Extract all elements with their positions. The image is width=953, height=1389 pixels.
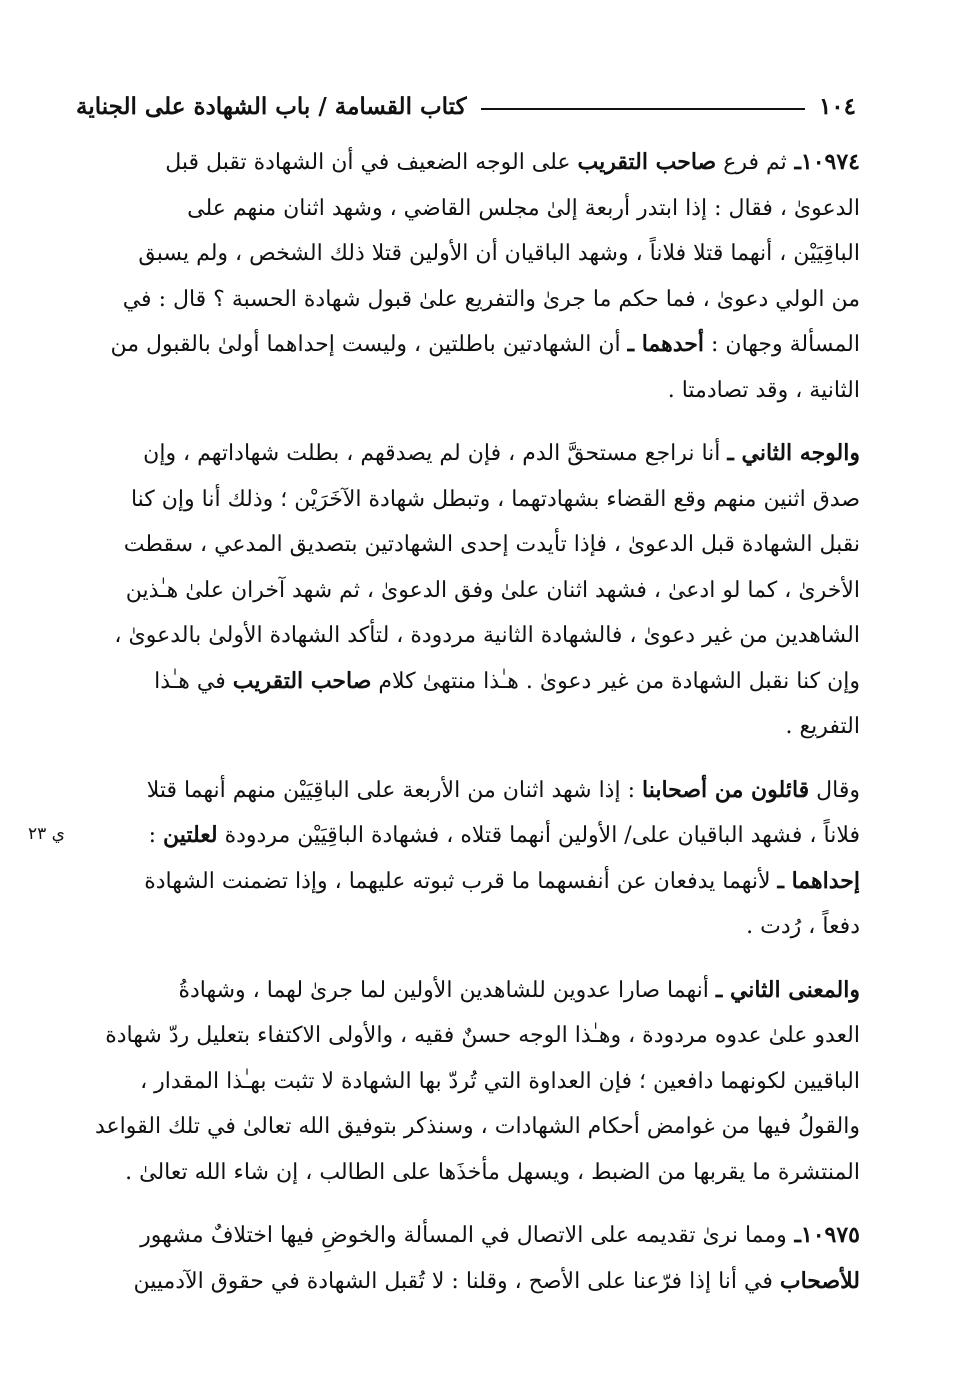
header-rule [481, 108, 805, 110]
text-run: الثانية ، وقد تصادمتا . [667, 377, 860, 403]
text-line [76, 859, 860, 905]
text-run: ثم فرع [716, 150, 787, 175]
text-run: : [148, 823, 163, 848]
text-run: أنهما صارا عدوين للشاهدين الأولين لما جرىٰ لهما ، وشهادةُ [178, 977, 716, 1003]
text-run: في أنا إذا فرّعنا على الأصح ، وقلنا : لا تُقبل الشهادة في حقوق الآدميين [133, 1268, 780, 1294]
bold-term: أحدهما ـ [627, 331, 705, 357]
text-run: المسألة وجهان : [704, 332, 860, 357]
text-run: الدعوىٰ ، فقال : إذا ابتدر أربعة إلىٰ مجلس القاضي ، وشهد اثنان منهم على [187, 195, 860, 221]
text-run: نقبل الشهادة قبل الدعوىٰ ، فإذا تأيدت إحدى الشهادتين بتصديق المدعي ، سقطت [123, 532, 860, 557]
text-line [76, 231, 860, 277]
text-run: من الولي دعوىٰ ، فما حكم ما جرىٰ والتفريع علىٰ قبول شهادة الحسبة ؟ قال : في [122, 286, 860, 312]
bold-term: للأصحاب [779, 1267, 860, 1294]
text-run: دفعاً ، رُدت . [746, 914, 860, 939]
paragraph [76, 768, 860, 950]
text-line [76, 1259, 860, 1305]
text-run: أنا نراجع مستحقَّ الدم ، فإن لم يصدقهم ، بطلت شهاداتهم ، وإن [143, 441, 728, 466]
bold-term: ١٠٩٧٤ـ [786, 149, 860, 175]
text-line [76, 1013, 860, 1059]
text-run: صدق اثنين منهم وقع القضاء بشهادتهما ، وتبطل شهادة الآخَرَيْن ؛ وذلك أنا وإن كنا [130, 486, 860, 512]
text-line [76, 368, 860, 414]
text-line [76, 522, 860, 568]
text-line [76, 1150, 860, 1196]
text-run: الباقِيَيْن ، أنهما قتلا فلاناً ، وشهد الباقيان أن الأولين قتلا ذلك الشخص ، ولم يسبق [138, 241, 860, 266]
page-number: ١٠٤ [818, 93, 856, 120]
bold-term: والمعنى الثاني ـ [715, 976, 860, 1003]
text-run: وإن كنا نقبل الشهادة من غير دعوىٰ . هـٰذا منتهىٰ كلام [371, 668, 860, 694]
text-line [76, 431, 860, 477]
bold-term: صاحب التقريب [232, 667, 372, 694]
paragraph [76, 140, 860, 413]
text-run: المنتشرة ما يقربها من الضبط ، ويسهل مأخذَها على الطالب ، إن شاء الله تعالىٰ . [125, 1159, 860, 1185]
text-run: الباقيين لكونهما دافعين ؛ فإن العداوة التي تُردّ بها الشهادة لا تثبت بهـٰذا المقدار ، [140, 1068, 860, 1094]
text-run: والقولُ فيها من غوامض أحكام الشهادات ، وسنذكر بتوفيق الله تعالىٰ في تلك القواعد [94, 1114, 860, 1139]
bold-term: لعلتين [162, 822, 218, 848]
text-run: الشاهدين من غير دعوىٰ ، فالشهادة الثانية مردودة ، لتأكد الشهادة الأولىٰ بالدعوىٰ ، [114, 623, 860, 648]
text-run: الأخرىٰ ، كما لو ادعىٰ ، فشهد اثنان علىٰ وفق الدعوىٰ ، ثم شهد آخران علىٰ هـٰذين [125, 577, 860, 603]
text-line [76, 904, 860, 950]
text-run: ومما نرىٰ تقديمه على الاتصال في المسألة والخوضِ فيها اختلافٌ مشهور [140, 1223, 787, 1248]
bold-term: قائلون من أصحابنا [642, 776, 810, 803]
bold-term: صاحب التقريب [577, 149, 717, 175]
text-line [76, 1104, 860, 1150]
page-body [76, 140, 860, 1322]
bold-term: ١٠٩٧٥ـ [786, 1222, 860, 1248]
paragraph [76, 968, 860, 1196]
text-line [76, 477, 860, 523]
text-line [76, 186, 860, 232]
text-line [76, 140, 860, 186]
running-title: كتاب القسامة / باب الشهادة على الجناية [76, 93, 467, 120]
text-line [76, 768, 860, 814]
bold-term: والوجه الثاني ـ [727, 440, 860, 466]
text-run: التفريع . [785, 714, 860, 739]
text-line [76, 968, 860, 1014]
text-line [76, 704, 860, 750]
paragraph [76, 431, 860, 750]
text-run: فلاناً ، فشهد الباقيان على/ الأولين أنهما قتلاه ، فشهادة الباقِيَيْن مردودة [217, 823, 860, 848]
text-run: أن الشهادتين باطلتين ، وليست إحداهما أولىٰ بالقبول من [110, 332, 628, 357]
text-run: لأنهما يدفعان عن أنفسهما ما قرب ثبوته عليهما ، وإذا تضمنت الشهادة [144, 868, 778, 894]
page-header [76, 78, 856, 120]
text-line [76, 322, 860, 368]
text-run: العدو علىٰ عدوه مردودة ، وهـٰذا الوجه حسنٌ فقيه ، والأولى الاكتفاء بتعليل ردّ شهادة [105, 1023, 860, 1048]
text-run: على الوجه الضعيف في أن الشهادة تقبل قبل [165, 150, 578, 175]
text-run: وقال [809, 777, 860, 803]
text-line [76, 1213, 860, 1259]
paragraph [76, 1213, 860, 1304]
text-line [76, 813, 860, 859]
text-line [76, 659, 860, 705]
bold-term: إحداهما ـ [777, 867, 860, 894]
text-run: في هـٰذا [154, 668, 233, 694]
text-line [76, 568, 860, 614]
margin-reference: ي ٢٣ [28, 824, 65, 844]
text-run: : إذا شهد اثنان من الأربعة على الباقِيَيْن منهم أنهما قتلا [146, 777, 642, 803]
text-line [76, 277, 860, 323]
text-line [76, 1059, 860, 1105]
text-line [76, 613, 860, 659]
